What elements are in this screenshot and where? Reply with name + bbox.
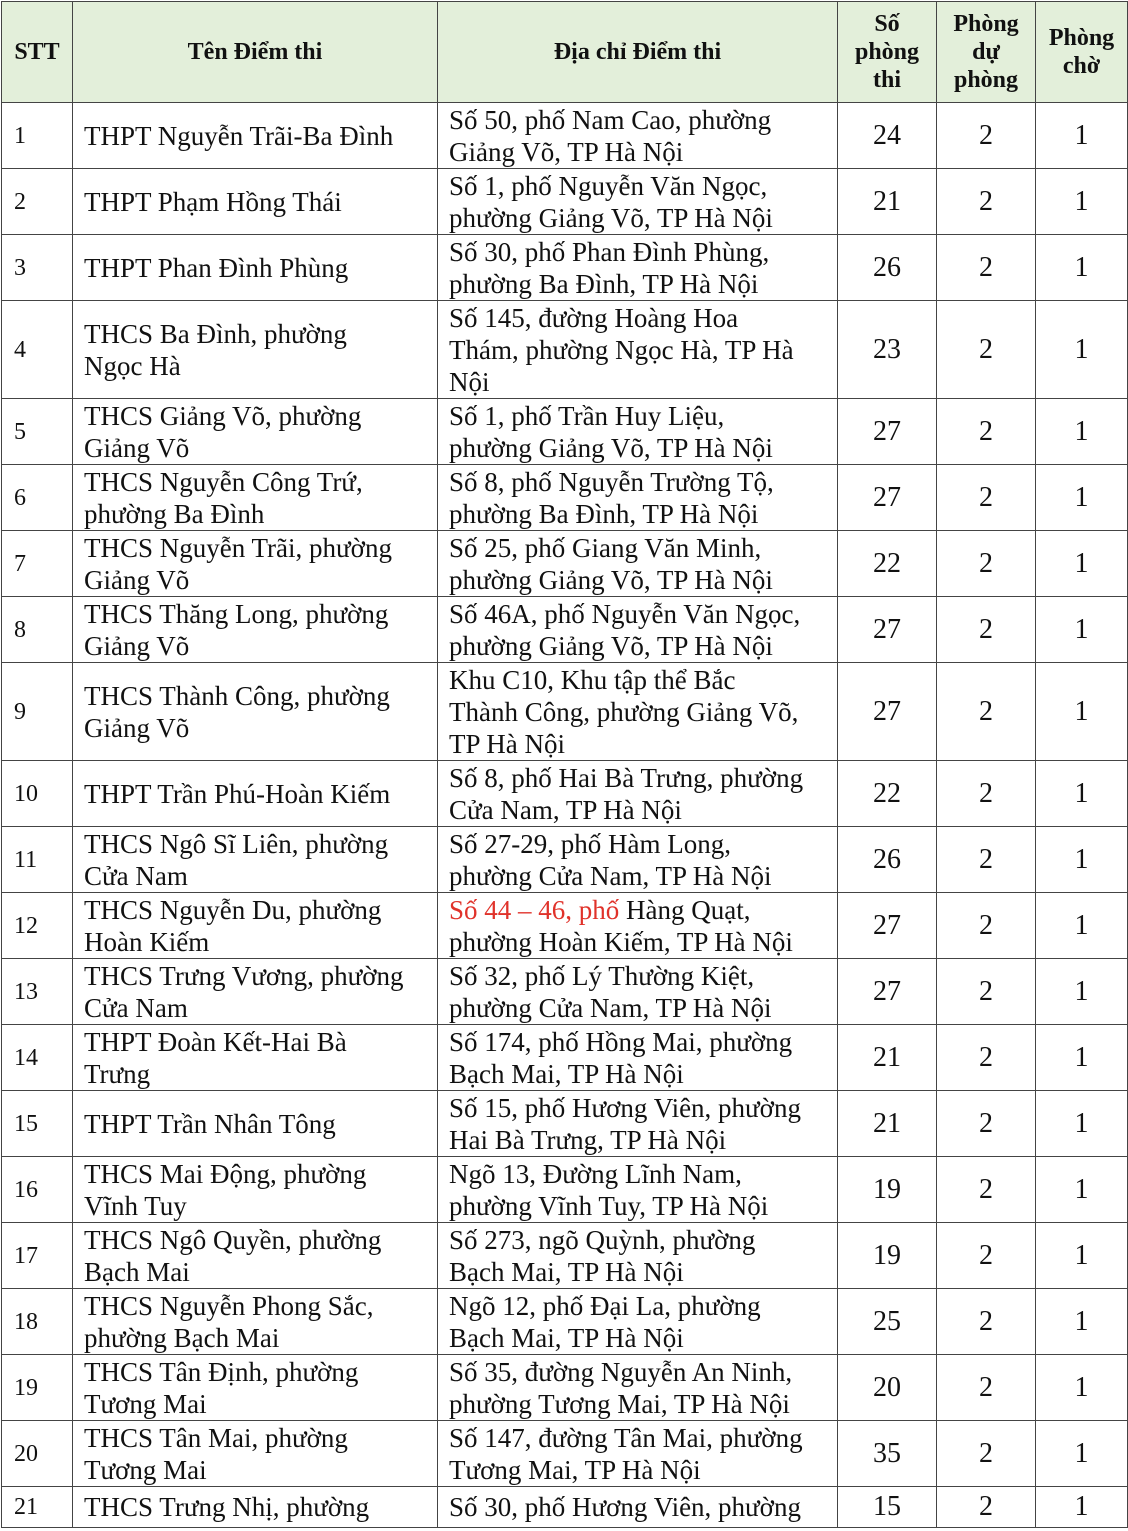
name-line: THCS Nguyễn Phong Sắc, [84,1290,374,1321]
cell-address [438,1421,838,1487]
name-line: THCS Thành Công, phường [84,680,390,711]
cell-waiting: 1 [1036,1157,1128,1223]
cell-address [438,235,838,301]
cell-rooms: 22 [838,531,937,597]
cell-rooms: 27 [838,399,937,465]
cell-waiting: 1 [1036,663,1128,761]
header-rooms-line: Số [874,11,900,37]
cell-name [73,465,438,531]
header-waiting-line: Phòng [1048,25,1115,51]
table-row [2,663,1128,761]
cell-rooms: 26 [838,235,937,301]
address-line: Bạch Mai, TP Hà Nội [449,1058,684,1089]
cell-stt: 18 [2,1289,73,1355]
address-line: Cửa Nam, TP Hà Nội [449,794,682,825]
address-line: phường Giảng Võ, TP Hà Nội [449,432,773,463]
cell-rooms: 21 [838,1025,937,1091]
cell-reserve: 2 [937,959,1036,1025]
cell-waiting: 1 [1036,1289,1128,1355]
cell-stt: 10 [2,761,73,827]
cell-stt: 8 [2,597,73,663]
name-line: THCS Ngô Quyền, phường [84,1224,382,1255]
address-line: Bạch Mai, TP Hà Nội [449,1256,684,1287]
address-line: phường Giảng Võ, TP Hà Nội [449,564,773,595]
cell-waiting: 1 [1036,1487,1128,1528]
name-line: THCS Ba Đình, phường [84,318,347,349]
cell-reserve: 2 [937,399,1036,465]
cell-waiting: 1 [1036,1091,1128,1157]
cell-address [438,597,838,663]
address-line: phường Vĩnh Tuy, TP Hà Nội [449,1190,769,1221]
highlighted-address-text: Số 44 – 46, phố [449,894,620,925]
cell-address [438,465,838,531]
address-line: phường Cửa Nam, TP Hà Nội [449,860,772,891]
cell-stt: 15 [2,1091,73,1157]
name-line: THCS Ngô Sĩ Liên, phường [84,828,389,859]
cell-waiting: 1 [1036,1025,1128,1091]
name-line: THCS Trưng Nhị, phường [84,1492,370,1522]
header-stt: STT [2,2,73,103]
cell-reserve: 2 [937,1223,1036,1289]
exam-sites-table [1,1,1128,1528]
cell-name [73,531,438,597]
cell-reserve: 2 [937,235,1036,301]
cell-name [73,1025,438,1091]
cell-reserve: 2 [937,597,1036,663]
header-reserve-line: phòng [953,67,1019,93]
name-line: THCS Trưng Vương, phường [84,960,404,991]
cell-stt: 1 [2,103,73,169]
cell-address [438,301,838,399]
address-line: Số 145, đường Hoàng Hoa [449,302,739,333]
address-line: Tương Mai, TP Hà Nội [449,1454,701,1485]
header-reserve-line: Phòng [953,11,1019,37]
table-row [2,597,1128,663]
cell-address [438,761,838,827]
table-row [2,169,1128,235]
cell-name [73,827,438,893]
cell-name [73,169,438,235]
cell-reserve: 2 [937,827,1036,893]
cell-rooms: 26 [838,827,937,893]
cell-reserve: 2 [937,301,1036,399]
cell-rooms: 15 [838,1487,937,1528]
address-line: Số 27-29, phố Hàm Long, [449,828,731,859]
address-line: Ngõ 13, Đường Lĩnh Nam, [449,1158,742,1189]
cell-address [438,663,838,761]
cell-name [73,959,438,1025]
header-waiting-line: chờ [1062,53,1101,79]
table-row [2,827,1128,893]
address-line: Hai Bà Trưng, TP Hà Nội [449,1124,727,1155]
header-rooms [838,2,937,103]
address-line: Số 46A, phố Nguyễn Văn Ngọc, [449,598,801,629]
cell-name [73,1355,438,1421]
address-line: Số 273, ngõ Quỳnh, phường [449,1224,756,1255]
cell-waiting: 1 [1036,169,1128,235]
cell-stt: 4 [2,301,73,399]
cell-waiting: 1 [1036,399,1128,465]
name-line: Cửa Nam [84,992,188,1023]
cell-stt: 19 [2,1355,73,1421]
table-row [2,1091,1128,1157]
cell-waiting: 1 [1036,235,1128,301]
address-line: phường Ba Đình, TP Hà Nội [449,268,759,299]
name-line: THCS Tân Định, phường [84,1356,359,1387]
cell-stt: 6 [2,465,73,531]
name-line: Cửa Nam [84,860,188,891]
address-line: Số 147, đường Tân Mai, phường [449,1422,803,1453]
address-line: Số 35, đường Nguyễn An Ninh, [449,1356,793,1387]
table-row [2,893,1128,959]
cell-waiting: 1 [1036,1355,1128,1421]
name-line: THCS Thăng Long, phường [84,598,389,629]
cell-name [73,761,438,827]
cell-rooms: 19 [838,1223,937,1289]
name-line: phường Ba Đình [84,498,265,529]
name-line: Tương Mai [84,1454,207,1485]
address-line: Số 30, phố Hương Viên, phường [449,1492,801,1522]
address-line: Số 174, phố Hồng Mai, phường [449,1026,793,1057]
cell-stt: 3 [2,235,73,301]
table-row [2,1025,1128,1091]
name-line: THCS Nguyễn Du, phường [84,894,382,925]
table-row [2,959,1128,1025]
cell-name [73,399,438,465]
cell-address [438,531,838,597]
table-row [2,235,1128,301]
cell-address [438,399,838,465]
header-rooms-line: phòng [854,39,920,65]
address-line: Ngõ 12, phố Đại La, phường [449,1290,761,1321]
cell-stt: 20 [2,1421,73,1487]
table-row [2,1223,1128,1289]
address-line: Khu C10, Khu tập thể Bắc [449,664,736,695]
cell-rooms: 25 [838,1289,937,1355]
cell-waiting: 1 [1036,465,1128,531]
cell-reserve: 2 [937,1355,1036,1421]
cell-reserve: 2 [937,1487,1036,1528]
name-line: THPT Nguyễn Trãi-Ba Đình [84,120,394,151]
cell-rooms: 22 [838,761,937,827]
cell-reserve: 2 [937,1157,1036,1223]
cell-name [73,1289,438,1355]
cell-waiting: 1 [1036,301,1128,399]
header-waiting [1036,2,1128,103]
table-row [2,1487,1128,1528]
cell-waiting: 1 [1036,827,1128,893]
cell-rooms: 24 [838,103,937,169]
header-row [2,2,1128,103]
table-row [2,1355,1128,1421]
address-line: Số 1, phố Trần Huy Liệu, [449,400,725,431]
name-line: Giảng Võ [84,630,190,661]
cell-address [438,1487,838,1528]
cell-name [73,893,438,959]
cell-stt: 9 [2,663,73,761]
cell-reserve: 2 [937,169,1036,235]
cell-stt: 2 [2,169,73,235]
address-line: TP Hà Nội [449,728,565,759]
cell-rooms: 27 [838,597,937,663]
address-line: Số 50, phố Nam Cao, phường [449,104,772,135]
table-row [2,531,1128,597]
cell-address [438,103,838,169]
cell-stt: 7 [2,531,73,597]
address-line [449,894,833,926]
cell-address [438,893,838,959]
name-line: Giảng Võ [84,712,190,743]
table-row [2,1289,1128,1355]
address-line: phường Ba Đình, TP Hà Nội [449,498,759,529]
address-line: Số 25, phố Giang Văn Minh, [449,532,762,563]
cell-name [73,1091,438,1157]
table-row [2,399,1128,465]
cell-reserve: 2 [937,531,1036,597]
cell-rooms: 21 [838,169,937,235]
address-line: phường Giảng Võ, TP Hà Nội [449,202,773,233]
name-line: THPT Phạm Hồng Thái [84,186,342,217]
cell-address [438,1289,838,1355]
cell-rooms: 35 [838,1421,937,1487]
cell-rooms: 20 [838,1355,937,1421]
address-line: Thành Công, phường Giảng Võ, [449,696,799,727]
table-row [2,301,1128,399]
table-row [2,465,1128,531]
name-line: Trưng [84,1058,151,1089]
cell-name [73,1421,438,1487]
table-row [2,761,1128,827]
address-line: Giảng Võ, TP Hà Nội [449,136,684,167]
header-name: Tên Điểm thi [73,2,438,103]
cell-stt: 12 [2,893,73,959]
cell-rooms: 23 [838,301,937,399]
cell-name [73,235,438,301]
name-line: Giảng Võ [84,564,190,595]
cell-waiting: 1 [1036,1223,1128,1289]
cell-waiting: 1 [1036,893,1128,959]
address-line: Số 8, phố Hai Bà Trưng, phường [449,762,804,793]
address-line: Bạch Mai, TP Hà Nội [449,1322,684,1353]
table-row [2,103,1128,169]
address-line: Số 15, phố Hương Viên, phường [449,1092,801,1123]
cell-reserve: 2 [937,663,1036,761]
cell-reserve: 2 [937,1421,1036,1487]
cell-waiting: 1 [1036,761,1128,827]
cell-stt: 5 [2,399,73,465]
cell-rooms: 27 [838,663,937,761]
cell-address [438,1091,838,1157]
address-line: Số 32, phố Lý Thường Kiệt, [449,960,755,991]
cell-reserve: 2 [937,893,1036,959]
name-line: THPT Trần Phú-Hoàn Kiếm [84,778,391,809]
name-line: THCS Giảng Võ, phường [84,400,362,431]
cell-waiting: 1 [1036,597,1128,663]
address-line: Số 1, phố Nguyễn Văn Ngọc, [449,170,768,201]
name-line: Vĩnh Tuy [84,1190,187,1221]
cell-reserve: 2 [937,103,1036,169]
cell-address [438,1223,838,1289]
name-line: Bạch Mai [84,1256,190,1287]
cell-waiting: 1 [1036,103,1128,169]
table-row [2,1421,1128,1487]
cell-waiting: 1 [1036,1421,1128,1487]
address-line: phường Giảng Võ, TP Hà Nội [449,630,773,661]
cell-rooms: 27 [838,465,937,531]
header-address: Địa chỉ Điểm thi [438,2,838,103]
cell-address [438,1025,838,1091]
name-line: THCS Nguyễn Trãi, phường [84,532,392,563]
name-line: THPT Trần Nhân Tông [84,1108,336,1139]
address-line: Nội [449,366,490,397]
cell-stt: 11 [2,827,73,893]
header-reserve [937,2,1036,103]
address-line: Số 8, phố Nguyễn Trường Tộ, [449,466,774,497]
cell-address [438,827,838,893]
cell-name [73,1223,438,1289]
table-row [2,1157,1128,1223]
cell-waiting: 1 [1036,959,1128,1025]
name-line: THPT Phan Đình Phùng [84,252,349,283]
cell-stt: 17 [2,1223,73,1289]
address-line: phường Tương Mai, TP Hà Nội [449,1388,790,1419]
name-line: Ngọc Hà [84,350,181,381]
address-line: Số 30, phố Phan Đình Phùng, [449,236,770,267]
cell-rooms: 21 [838,1091,937,1157]
name-line: Giảng Võ [84,432,190,463]
name-line: Hoàn Kiếm [84,926,210,957]
name-line: THPT Đoàn Kết-Hai Bà [84,1026,347,1057]
header-rooms-line: thi [872,67,901,93]
cell-name [73,1487,438,1528]
cell-name [73,301,438,399]
name-line: THCS Mai Động, phường [84,1158,367,1189]
cell-address [438,1157,838,1223]
cell-rooms: 27 [838,959,937,1025]
cell-name [73,103,438,169]
cell-rooms: 27 [838,893,937,959]
cell-address [438,169,838,235]
cell-stt: 21 [2,1487,73,1528]
name-line: THCS Nguyễn Công Trứ, [84,466,363,497]
cell-stt: 13 [2,959,73,1025]
header-reserve-line: dự [972,39,1000,65]
cell-address [438,959,838,1025]
cell-address [438,1355,838,1421]
cell-name [73,597,438,663]
address-line: phường Hoàn Kiếm, TP Hà Nội [449,926,793,957]
address-line: Thám, phường Ngọc Hà, TP Hà [449,334,794,365]
cell-reserve: 2 [937,1091,1036,1157]
cell-reserve: 2 [937,1289,1036,1355]
cell-reserve: 2 [937,1025,1036,1091]
cell-name [73,1157,438,1223]
address-line: phường Cửa Nam, TP Hà Nội [449,992,772,1023]
cell-waiting: 1 [1036,531,1128,597]
cell-reserve: 2 [937,761,1036,827]
cell-stt: 16 [2,1157,73,1223]
cell-rooms: 19 [838,1157,937,1223]
name-line: phường Bạch Mai [84,1322,280,1353]
cell-name [73,663,438,761]
name-line: Tương Mai [84,1388,207,1419]
name-line: THCS Tân Mai, phường [84,1422,348,1453]
address-text: Hàng Quạt, [619,894,751,925]
cell-stt: 14 [2,1025,73,1091]
cell-reserve: 2 [937,465,1036,531]
